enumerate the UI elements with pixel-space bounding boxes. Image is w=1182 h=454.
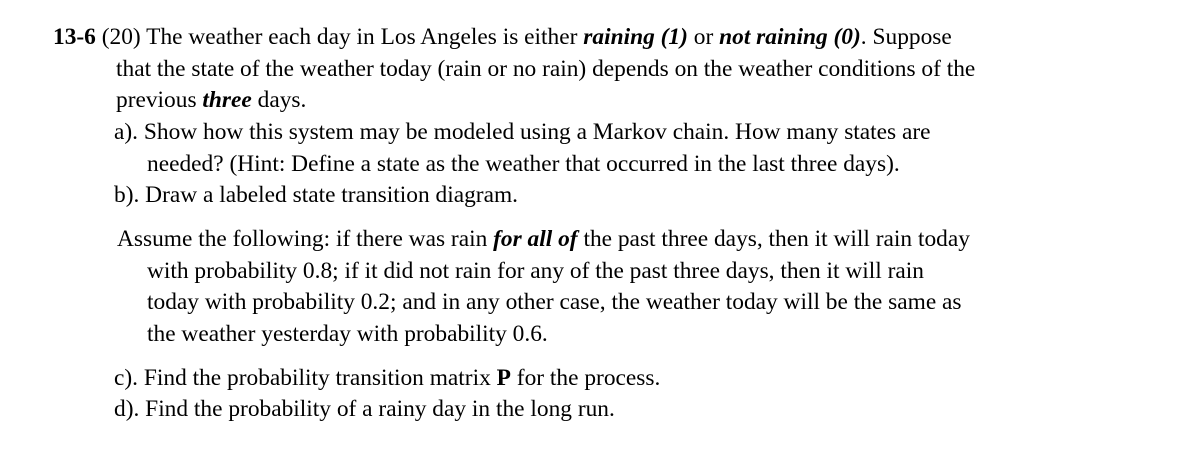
- assumption-text-1: Assume the following: if there was rain: [117, 226, 494, 252]
- intro-line-2: that the state of the weather today (rain or no rain) depends on the weather conditions of the: [116, 56, 976, 82]
- part-c-line-1: [114, 363, 660, 395]
- assumption-line-2: with probability 0.8; if it did not rain for any of the past three days, then it will rain: [147, 258, 924, 284]
- part-c-text: c). Find the probability transition matrix: [114, 365, 497, 391]
- intro-text-1: The weather each day in Los Angeles is either: [140, 24, 584, 50]
- intro-or: or: [687, 24, 720, 50]
- state-rain: raining (1): [583, 24, 688, 50]
- part-a-line-1: a). Show how this system may be modeled using a Markov chain. How many states are: [114, 119, 931, 145]
- intro-line-3: [116, 85, 306, 117]
- problem-number: 13-6: [53, 24, 96, 50]
- part-c-text-end: for the process.: [510, 365, 661, 391]
- three-emphasis: three: [202, 87, 252, 113]
- matrix-symbol: P: [496, 365, 511, 391]
- intro-text-3-end: days.: [251, 87, 307, 113]
- part-a-line-2: needed? (Hint: Define a state as the weather that occurred in the last three days).: [147, 151, 900, 177]
- intro-text-1-end: . Suppose: [860, 24, 952, 50]
- intro-line-1: [53, 22, 952, 54]
- intro-text-3: previous: [116, 87, 203, 113]
- state-norain: not raining (0): [719, 24, 861, 50]
- assumption-text-1-end: the past three days, then it will rain today: [577, 226, 970, 252]
- assumption-line-1: [117, 224, 970, 256]
- assumption-line-3: today with probability 0.2; and in any other case, the weather today will be the same as: [147, 289, 962, 315]
- assumption-line-4: the weather yesterday with probability 0.6.: [147, 321, 548, 347]
- part-b-line-1: b). Draw a labeled state transition diagram.: [114, 182, 518, 208]
- problem-points: (20): [101, 24, 141, 50]
- part-d-line-1: d). Find the probability of a rainy day in the long run.: [114, 396, 615, 422]
- for-all-of-emphasis: for all of: [493, 226, 578, 252]
